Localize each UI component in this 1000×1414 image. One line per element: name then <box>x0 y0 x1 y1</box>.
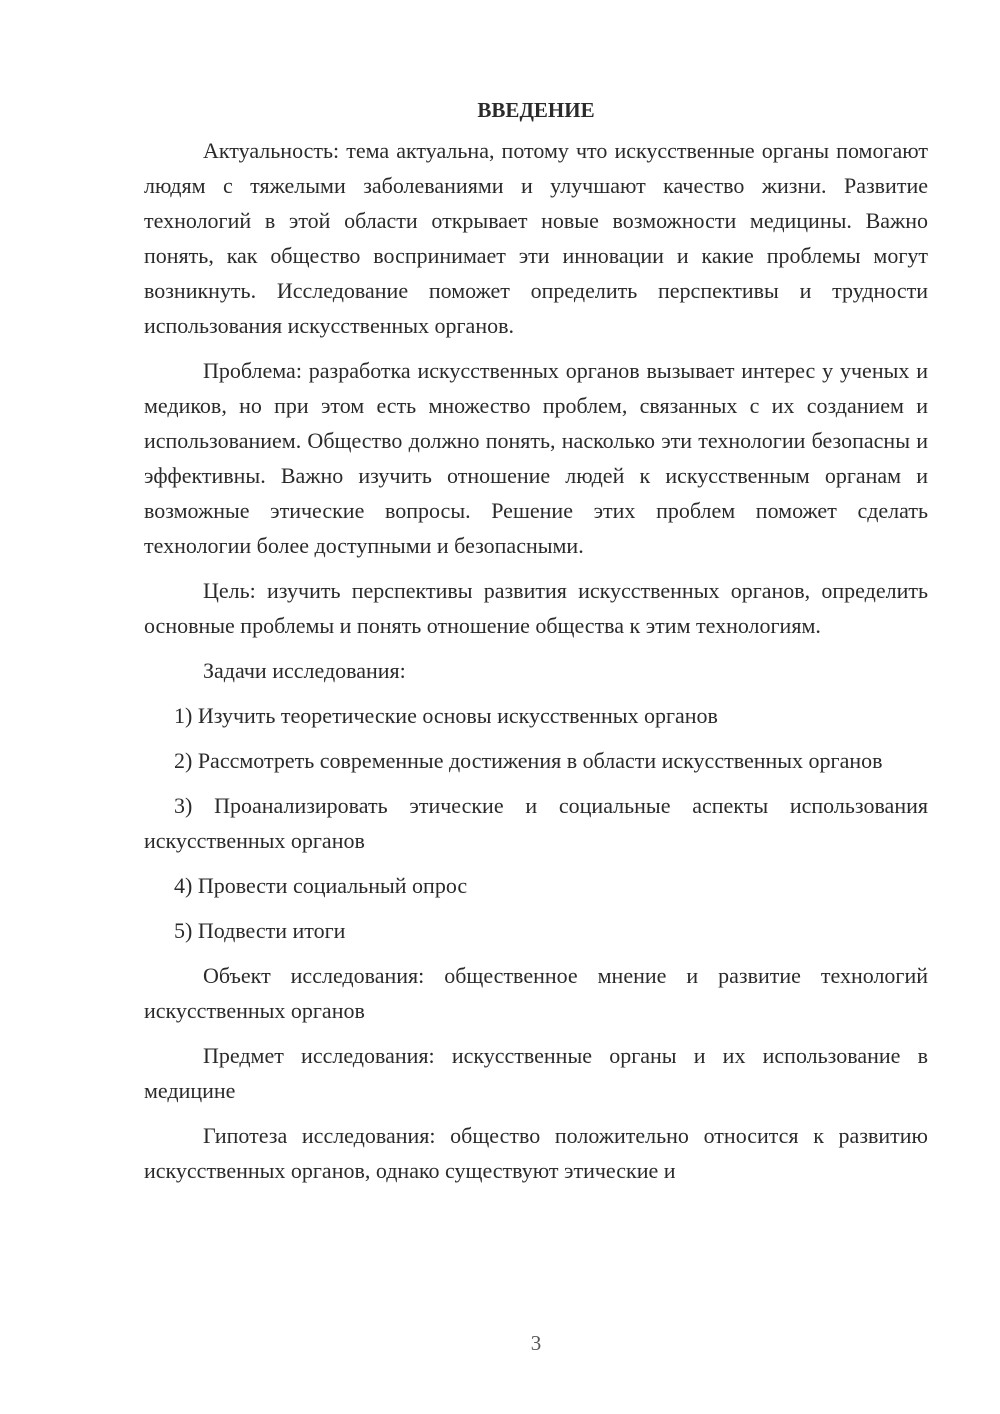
task-item-2: 2) Рассмотреть современные достижения в области искусственных органов <box>174 748 883 773</box>
paragraph-goal: Цель: изучить перспективы развития искусственных органов, определить основные проблемы и понять отношение общества к этим технологиям. <box>144 578 928 638</box>
paragraph-relevance: Актуальность: тема актуальна, потому что искусственные органы помогают людям с тяжелыми заболеваниями и улучшают качество жизни. Развитие технологий в этой области открывает новые возможности медицины. Важно понять, как общество воспринимает эти инновации и какие проблемы могут возникнуть. Исследование поможет определить перспективы и трудности использования искусственных органов. <box>144 138 928 338</box>
page-number: 3 <box>530 1331 542 1355</box>
paragraph-object: Объект исследования: общественное мнение и развитие технологий искусственных органов <box>144 963 928 1023</box>
task-item-4: 4) Провести социальный опрос <box>174 873 468 898</box>
page-content <box>144 94 928 1198</box>
section-heading: ВВЕДЕНИЕ <box>477 98 595 122</box>
paragraph-hypothesis: Гипотеза исследования: общество положительно относится к развитию искусственных органов, однако существуют этические и <box>144 1123 928 1183</box>
task-item-3: 3) Проанализировать этические и социальные аспекты использования искусственных органов <box>144 793 928 853</box>
task-item-5: 5) Подвести итоги <box>174 918 346 943</box>
paragraph-problem: Проблема: разработка искусственных органов вызывает интерес у ученых и медиков, но при этом есть множество проблем, связанных с их созданием и использованием. Общество должно понять, насколько эти технологии безопасны и эффективны. Важно изучить отношение людей к искусственным органам и возможные этические вопросы. Решение этих проблем поможет сделать технологии более доступными и безопасными. <box>144 358 928 558</box>
task-item-1: 1) Изучить теоретические основы искусственных органов <box>174 703 718 728</box>
paragraph-subject: Предмет исследования: искусственные органы и их использование в медицине <box>144 1043 928 1103</box>
tasks-title: Задачи исследования: <box>203 658 406 683</box>
